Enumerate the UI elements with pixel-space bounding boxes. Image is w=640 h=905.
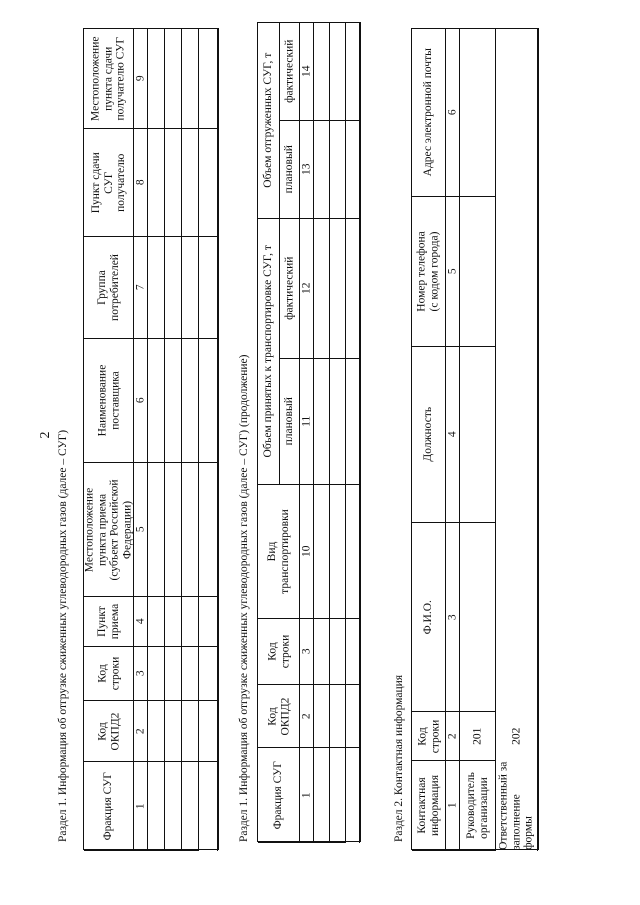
section2-caption: Раздел 2. Контактная информация [393, 674, 405, 842]
s1-header-fraction: Фракция СУГ [84, 762, 134, 851]
s1-header-supplier: Наименование поставщика [84, 339, 134, 463]
s1c-num: 1 [300, 748, 314, 843]
s2-row-resp-email[interactable] [496, 29, 538, 197]
s1-num: 6 [134, 339, 148, 463]
s1-num: 8 [134, 129, 148, 237]
section2-table [411, 28, 539, 850]
s2-num: 1 [446, 761, 460, 851]
s1c-group2-actual: фактический [280, 23, 300, 121]
s1-num: 1 [134, 762, 148, 851]
s1c-num: 13 [300, 121, 314, 219]
s1c-num: 11 [300, 359, 314, 485]
s2-row-resp-phone[interactable] [496, 197, 538, 347]
s1c-header-okpd2: Код ОКПД2 [258, 685, 300, 748]
s2-num: 6 [446, 29, 460, 197]
s1-num: 2 [134, 701, 148, 762]
s1c-num: 10 [300, 485, 314, 619]
s2-row-head-phone[interactable] [460, 197, 496, 347]
s1c-group1-planned: плановый [280, 359, 300, 485]
page-number: 2 [38, 431, 53, 439]
s1c-num: 14 [300, 23, 314, 121]
s1-header-delivery-location: Местоположение пункта сдачи получателю СУГ [84, 29, 134, 129]
s2-num: 2 [446, 712, 460, 761]
s1c-group2-label: Объем отгруженных СУГ, т [258, 23, 280, 219]
s1-num: 4 [134, 597, 148, 647]
section1-caption: Раздел 1. Информация об отгрузке сжиженных углеводородных газов (далее – СУГ) [57, 429, 69, 842]
s1-header-receipt-location: Местоположение пункта приема (субъект Российской Федерации) [84, 463, 134, 597]
s1-header-delivery-point: Пункт сдачи СУГ получателю [84, 129, 134, 237]
s2-header-position: Должность [412, 347, 446, 523]
s2-row-head-position[interactable] [460, 347, 496, 523]
s2-row-resp-label: Ответственный за заполнение формы [496, 761, 538, 851]
s1-num: 9 [134, 29, 148, 129]
s2-num: 3 [446, 523, 460, 712]
s1c-group1-label: Объем принятых к транспортировке СУГ, т [258, 219, 280, 485]
s1c-num: 12 [300, 219, 314, 359]
s2-row-resp-position[interactable] [496, 347, 538, 523]
s1c-num: 2 [300, 685, 314, 748]
s2-header-contact: Контактная информация [412, 761, 446, 851]
s2-header-email: Адрес электронной почты [412, 29, 446, 197]
section1-cont-caption: Раздел 1. Информация об отгрузке сжиженных углеводородных газов (далее – СУГ) (продолжение) [238, 354, 250, 842]
s1c-group1-actual: фактический [280, 219, 300, 359]
s2-num: 4 [446, 347, 460, 523]
s1c-col-dividers [313, 22, 361, 842]
s2-header-name: Ф.И.О. [412, 523, 446, 712]
s1-num: 5 [134, 463, 148, 597]
s1c-header-transport: Вид транспортировки [258, 485, 300, 619]
s1c-group2-planned: плановый [280, 121, 300, 219]
s1c-header-row-code: Код строки [258, 619, 300, 685]
s2-header-row-code: Код строки [412, 712, 446, 761]
s1-header-okpd2: Код ОКПД2 [84, 701, 134, 762]
s2-row-head-code: 201 [460, 712, 496, 761]
s1c-header-fraction: Фракция СУГ [258, 748, 300, 843]
s2-row-resp-name[interactable] [496, 523, 538, 712]
s2-num: 5 [446, 197, 460, 347]
s1c-num: 3 [300, 619, 314, 685]
s2-row-head-email[interactable] [460, 29, 496, 197]
s1-header-consumer-group: Группа потребителей [84, 237, 134, 339]
s2-row-head-label: Руководитель организации [460, 761, 496, 851]
s1-num: 7 [134, 237, 148, 339]
s2-header-phone: Номер телефона (с кодом города) [412, 197, 446, 347]
s1-col-dividers [147, 28, 219, 850]
s1-header-row-code: Код строки [84, 647, 134, 701]
s2-row-head-name[interactable] [460, 523, 496, 712]
s2-row-resp-code: 202 [496, 712, 538, 761]
s1-header-receipt-point: Пункт приема [84, 597, 134, 647]
s1-num: 3 [134, 647, 148, 701]
